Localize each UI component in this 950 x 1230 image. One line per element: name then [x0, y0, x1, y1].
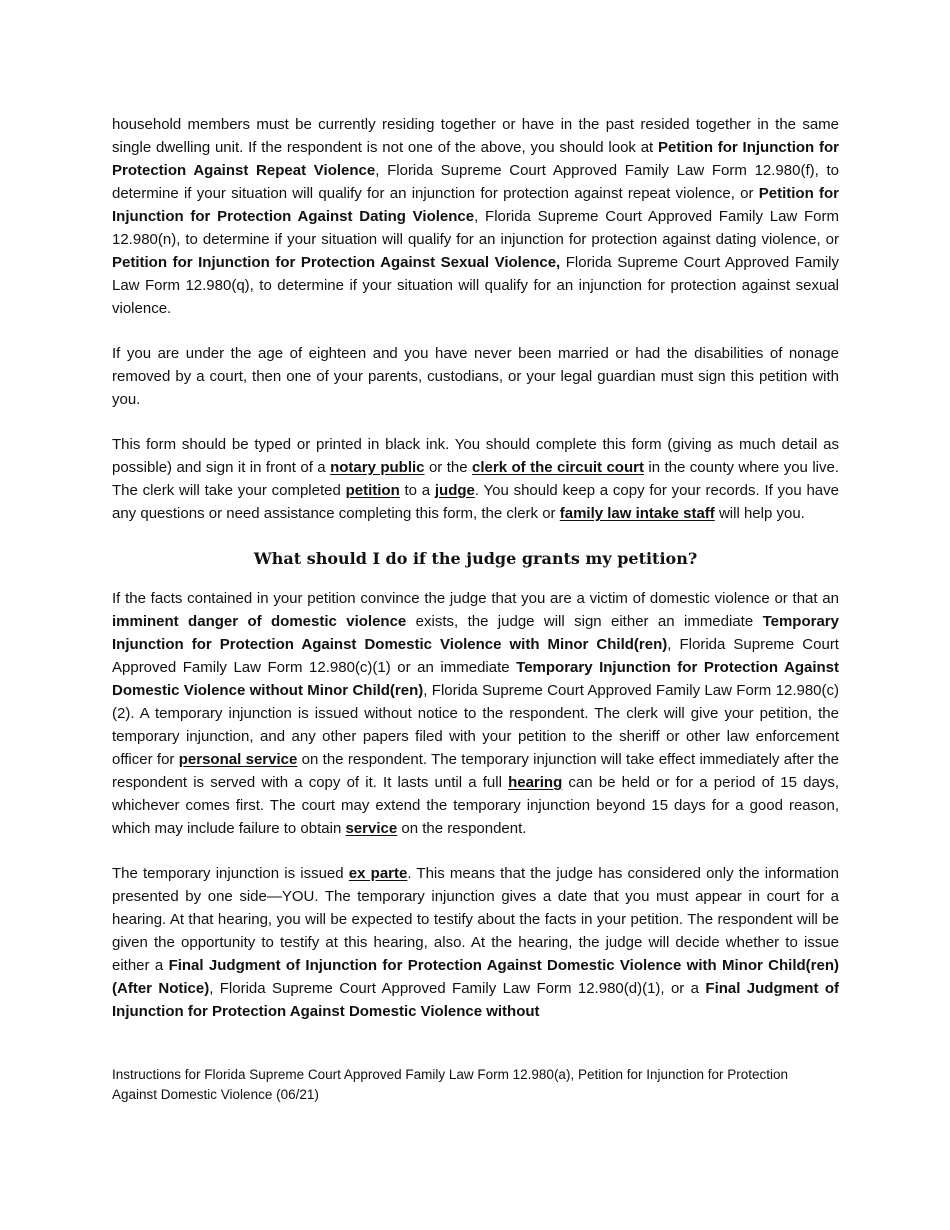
page-footer — [112, 1065, 852, 1105]
text-segment: . This means that the judge has considered only the information presented by one side—YOU. The temporary injunction gives a date that you must appear in court for a hearing. At that hearing, you will be expected to testify about the facts in your petition. The respondent will be given the opportunity to testify at this hearing, also. At the hearing, the judge will decide whether to issue either a — [112, 865, 840, 974]
text-segment: If you are under the age of eighteen and you have never been married or had the disabilities of nonage removed by a court, then one of your parents, custodians, or your legal guardian must sign this petition with you. — [112, 345, 839, 408]
text-segment: If the facts contained in your petition convince the judge that you are a victim of domestic violence or that an — [112, 590, 839, 607]
bold-text: Final Judgment of Injunction for Protection Against Domestic Violence without — [112, 980, 839, 1020]
text-segment: household members must be currently residing together or have in the past resided together in the same single dwelling unit. If the respondent is not one of the above, you should look at — [112, 116, 839, 156]
bold-text: Petition for Injunction for Protection Against Repeat Violence — [112, 139, 839, 179]
text-segment: , Florida Supreme Court Approved Family Law Form 12.980(c)(1) or an immediate — [112, 636, 839, 676]
text-segment: , Florida Supreme Court Approved Family Law Form 12.980(n), to determine if your situation will qualify for an injunction for protection against dating violence, or — [112, 208, 839, 248]
text-segment: or the — [424, 459, 473, 476]
text-segment: , Florida Supreme Court Approved Family Law Form 12.980(f), to determine if your situation will qualify for an injunction for protection against repeat violence, or — [112, 162, 840, 202]
glossary-term: personal service — [178, 751, 298, 768]
paragraph-p1 — [112, 113, 839, 320]
paragraph-p5 — [112, 862, 839, 1023]
text-segment: to a — [399, 482, 435, 499]
footer-line-1: Instructions for Florida Supreme Court Approved Family Law Form 12.980(a), Petition for Injunction for Protection — [112, 1067, 789, 1082]
text-segment: exists, the judge will sign either an immediate — [406, 613, 763, 630]
paragraph-p3 — [112, 433, 839, 525]
glossary-term: clerk of the circuit court — [472, 459, 644, 476]
text-segment: Florida Supreme Court Approved Family Law Form 12.980(q), to determine if your situation will qualify for an injunction for protection against sexual violence. — [112, 254, 839, 317]
text-segment: , Florida Supreme Court Approved Family Law Form 12.980(c)(2). A temporary injunction is issued without notice to the respondent. The clerk will give your petition, the temporary injunction, and any other papers filed with your petition to the sheriff or other law enforcement officer for — [112, 682, 839, 768]
text-segment: can be held or for a period of 15 days, whichever comes first. The court may extend the temporary injunction beyond 15 days for a good reason, which may include failure to obtain — [112, 774, 839, 837]
bold-text: Petition for Injunction for Protection Against Sexual Violence, — [112, 254, 561, 271]
text-segment: This form should be typed or printed in black ink. You should complete this form (giving as much detail as possible) and sign it in front of a — [112, 436, 839, 476]
text-segment: The temporary injunction is issued — [112, 865, 349, 882]
bold-text: Temporary Injunction for Protection Against Domestic Violence with Minor Child(ren) — [112, 613, 839, 653]
glossary-term: ex parte — [348, 865, 408, 882]
footer-line-2: Against Domestic Violence (06/21) — [112, 1087, 319, 1102]
bold-text: Final Judgment of Injunction for Protection Against Domestic Violence with Minor Child(ren)(After Notice) — [112, 957, 840, 997]
bold-text: Temporary Injunction for Protection Against Domestic Violence without Minor Child(ren) — [112, 659, 839, 699]
paragraph-p4 — [112, 587, 839, 840]
text-segment: , Florida Supreme Court Approved Family Law Form 12.980(d)(1), or a — [209, 980, 706, 997]
glossary-term: judge — [434, 482, 475, 499]
glossary-term: service — [345, 820, 398, 837]
glossary-term: hearing — [508, 774, 563, 791]
section-heading: What should I do if the judge grants my petition? — [253, 549, 698, 568]
text-segment: in the county where you live. The clerk will take your completed — [112, 459, 839, 499]
text-segment: on the respondent. The temporary injunction will take effect immediately after the respondent is served with a copy of it. It lasts until a full — [112, 751, 840, 791]
document-page — [112, 113, 839, 1045]
paragraphs-after-heading — [112, 587, 839, 1023]
bold-text: Petition for Injunction for Protection Against Dating Violence — [112, 185, 839, 225]
text-segment: on the respondent. — [397, 820, 527, 837]
glossary-term: petition — [345, 482, 400, 499]
bold-text: imminent danger of domestic violence — [112, 613, 407, 630]
text-segment: . You should keep a copy for your records. If you have any questions or need assistance completing this form, the clerk or — [112, 482, 839, 522]
paragraph-p2 — [112, 342, 839, 411]
glossary-term: notary public — [330, 459, 425, 476]
text-segment: will help you. — [714, 505, 805, 522]
glossary-term: family law intake staff — [559, 505, 715, 522]
paragraphs-before-heading — [112, 113, 839, 525]
